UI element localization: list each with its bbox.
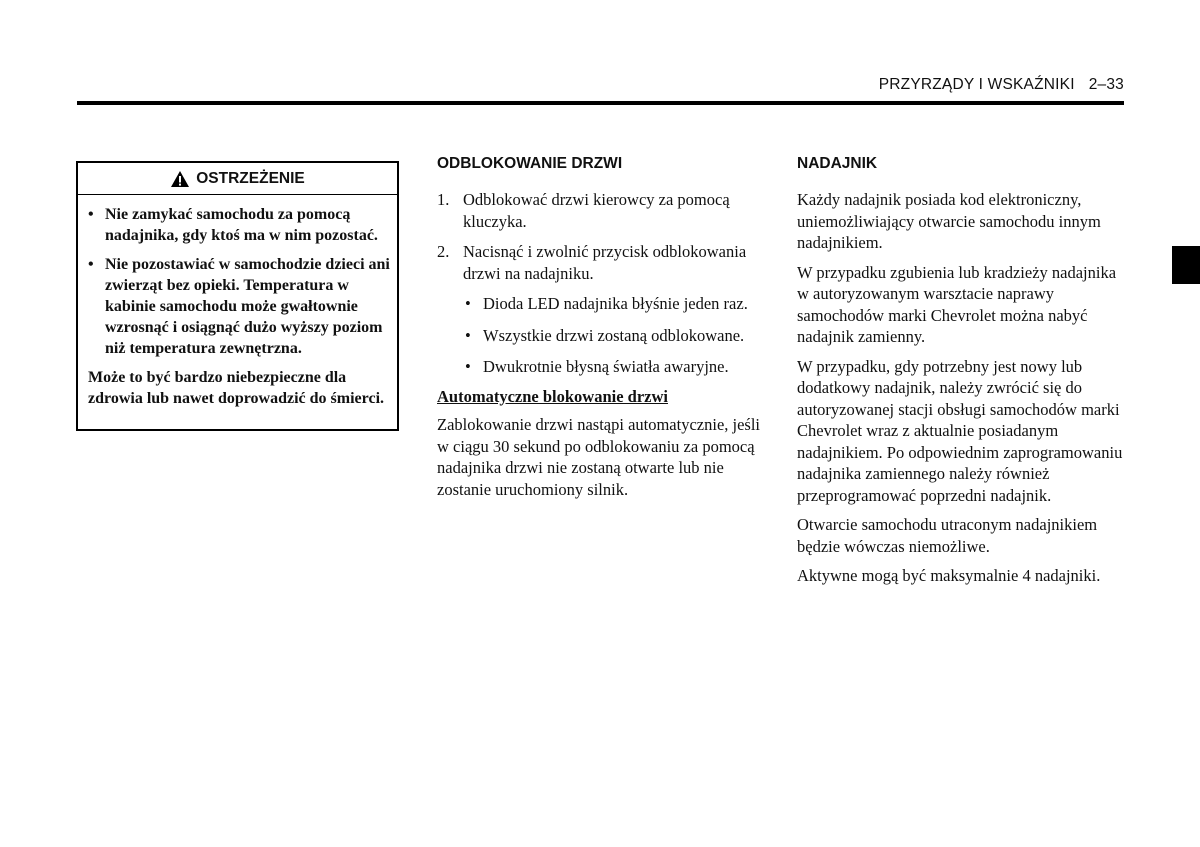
section-heading-unlocking: ODBLOKOWANIE DRZWI bbox=[437, 155, 623, 172]
warning-item: • Nie zamykać samochodu za pomocą nadajnika, gdy ktoś ma w nim pozostać. bbox=[88, 204, 391, 246]
unlock-step bbox=[437, 189, 767, 232]
transmitter-paragraph: W przypadku zgubienia lub kradzieży nadajnika w autoryzowanym warsztacie naprawy samochodów marki Chevrolet można nabyć nadajnik zamienny. bbox=[797, 262, 1117, 346]
step-number: 2. bbox=[437, 242, 450, 261]
result-item: • Dwukrotnie błysną światła awaryjne. bbox=[463, 356, 767, 378]
auto-lock-text: Zablokowanie drzwi nastąpi automatycznie, jeśli w ciągu 30 sekund po odblokowaniu za pomocą nadajnika drzwi nie zostaną otwarte lub nie zostanie uruchomiony silnik. bbox=[437, 415, 761, 499]
unlock-results bbox=[463, 293, 767, 378]
unlock-steps bbox=[437, 189, 767, 378]
result-item: • Dioda LED nadajnika błyśnie jeden raz. bbox=[463, 293, 767, 315]
header-rule bbox=[77, 101, 1124, 105]
step-text: Odblokować drzwi kierowcy za pomocą kluczyka. bbox=[463, 190, 730, 231]
subheading-auto-lock: Automatyczne blokowanie drzwi bbox=[437, 386, 668, 406]
warning-title: OSTRZEŻENIE bbox=[196, 170, 305, 187]
transmitter-paragraph: W przypadku, gdy potrzebny jest nowy lub dodatkowy nadajnik, należy zwrócić się do autoryzowanej stacji obsługi samochodów marki Chevrolet wraz z aktualnie posiadanym nadajnikiem. Po odpowiednim zaprogramowaniu nadajnika zamiennego należy również przeprogramować poprzedni nadajnik. bbox=[797, 356, 1123, 505]
warning-header bbox=[78, 163, 397, 195]
warning-box bbox=[76, 161, 399, 431]
warning-footer: Może to być bardzo niebezpieczne dla zdrowia lub nawet doprowadzić do śmierci. bbox=[88, 369, 385, 407]
chapter-thumb-tab bbox=[1172, 246, 1200, 284]
page-number: 2–33 bbox=[1088, 76, 1124, 93]
warning-triangle-icon bbox=[170, 170, 190, 188]
result-item: • Wszystkie drzwi zostaną odblokowane. bbox=[463, 325, 767, 347]
transmitter-paragraph: Otwarcie samochodu utraconym nadajnikiem będzie wówczas niemożliwe. bbox=[797, 515, 1098, 556]
warning-list bbox=[78, 204, 397, 359]
unlocking-section bbox=[437, 154, 767, 508]
running-header bbox=[879, 76, 1124, 94]
section-title: PRZYRZĄDY I WSKAŹNIKI bbox=[878, 76, 1075, 93]
transmitter-paragraph: Aktywne mogą być maksymalnie 4 nadajniki. bbox=[797, 566, 1101, 585]
warning-item: • Nie pozostawiać w samochodzie dzieci ani zwierząt bez opieki. Temperatura w kabinie samochodu może gwałtownie wzrosnąć i osiągnąć dużo wyższy poziom niż temperatura zewnętrzna. bbox=[88, 254, 391, 359]
step-text: Nacisnąć i zwolnić przycisk odblokowania drzwi na nadajniku. bbox=[463, 242, 747, 283]
unlock-step bbox=[437, 241, 767, 378]
section-heading-transmitter: NADAJNIK bbox=[797, 155, 878, 172]
transmitter-section bbox=[797, 154, 1129, 595]
step-number: 1. bbox=[437, 190, 450, 209]
transmitter-paragraph: Każdy nadajnik posiada kod elektroniczny, uniemożliwiający otwarcie samochodu innym nadajnikiem. bbox=[797, 190, 1101, 252]
